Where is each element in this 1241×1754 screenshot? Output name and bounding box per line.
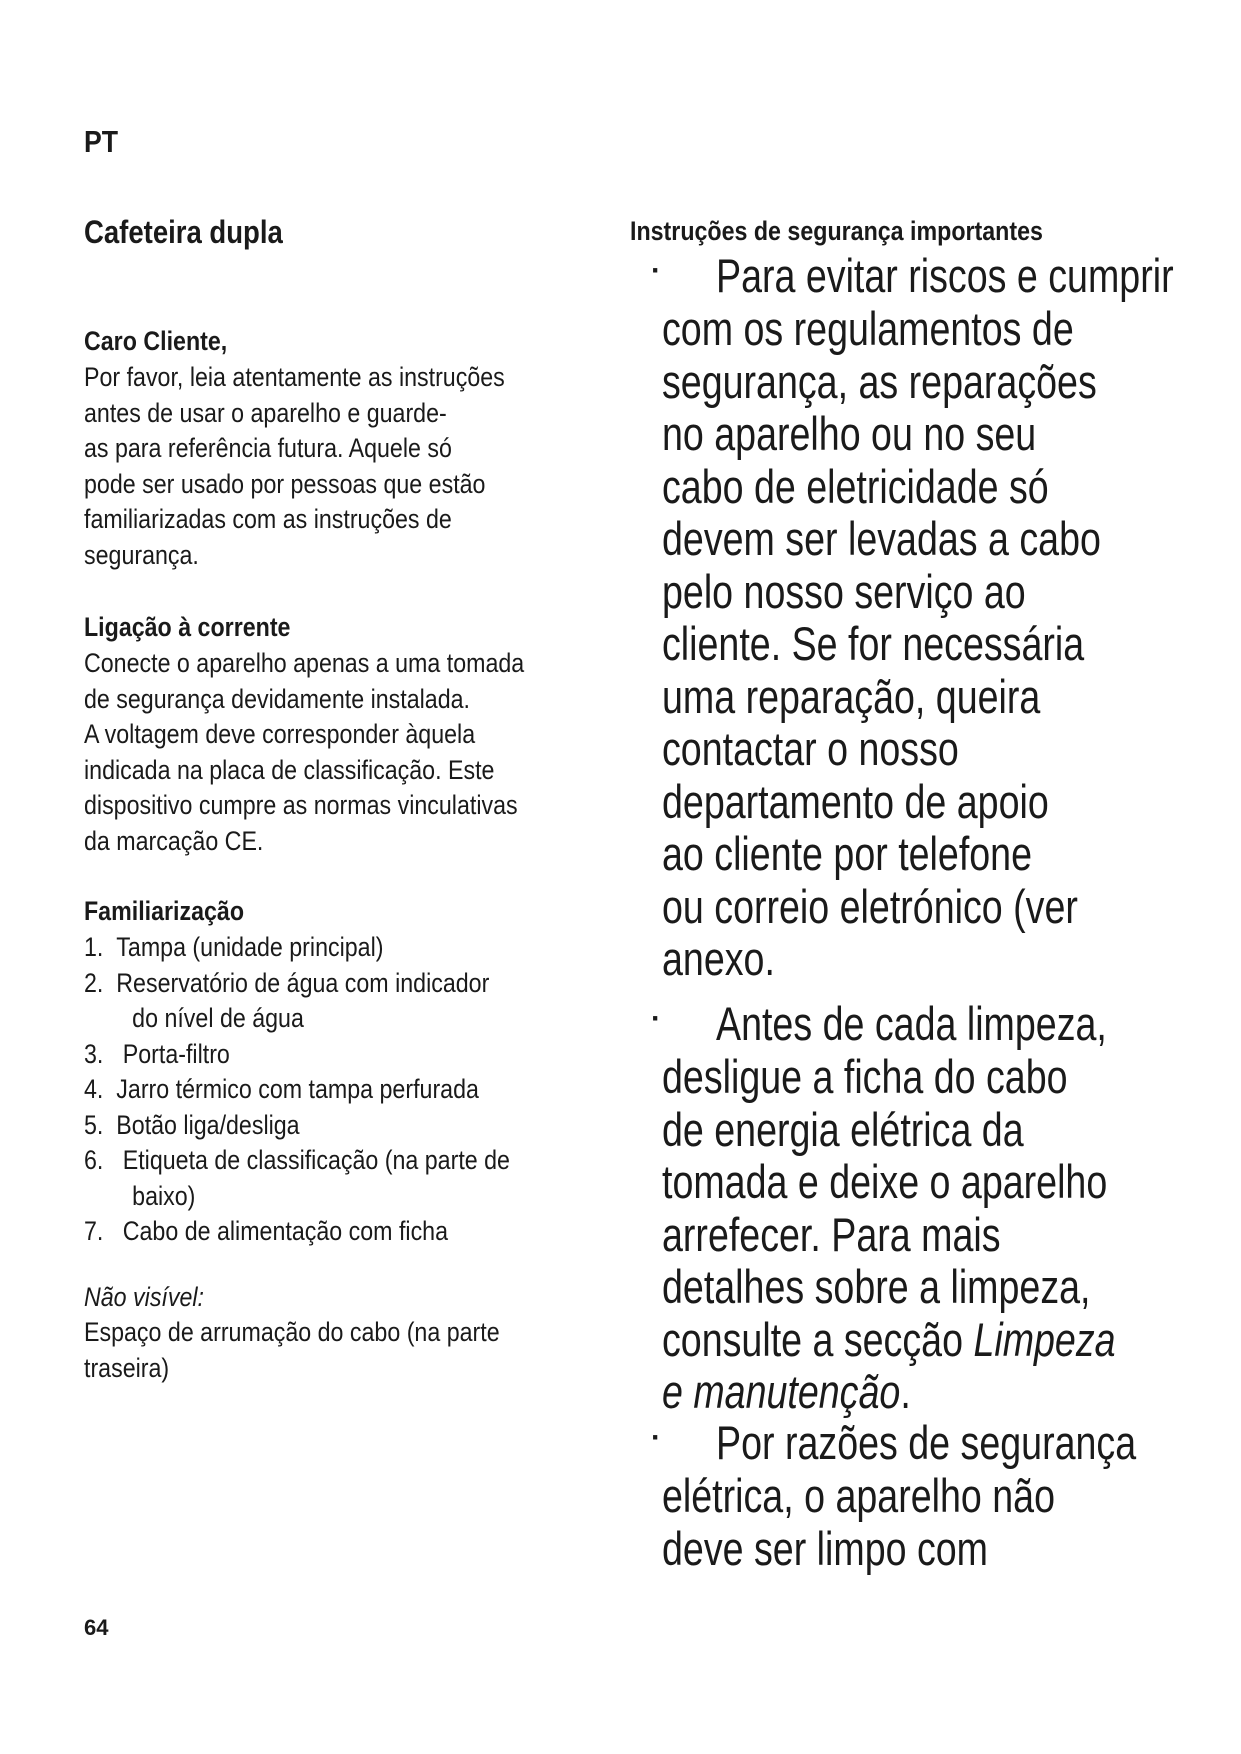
list-item: 1. Tampa (unidade principal) <box>84 932 384 962</box>
list-item: 3. Porta-filtro <box>84 1038 230 1069</box>
safety-bullet-2-body <box>662 1051 1229 1419</box>
safety-line: com os regulamentos de <box>662 302 1074 355</box>
section-reference: e manutenção <box>662 1365 901 1418</box>
safety-line: no aparelho ou no seu <box>662 407 1037 460</box>
power-line: Conecte o aparelho apenas a uma tomada <box>84 648 525 678</box>
bullet-marker: · <box>651 1421 661 1454</box>
bullet-marker: · <box>651 1002 661 1035</box>
safety-line: Para evitar riscos e cumprir <box>716 249 1174 302</box>
familiarization-heading: Familiarização <box>84 896 245 926</box>
not-visible-line: Espaço de arrumação do cabo (na parte <box>84 1317 500 1347</box>
power-line: dispositivo cumpre as normas vinculativas <box>84 790 518 820</box>
safety-line: e manutenção. <box>662 1365 911 1418</box>
intro-line: segurança. <box>84 539 199 570</box>
safety-line: Antes de cada limpeza, <box>716 997 1107 1050</box>
safety-line: ou correio eletrónico (ver <box>662 879 1078 933</box>
safety-line: uma reparação, queira <box>662 669 1041 723</box>
safety-heading: Instruções de segurança importantes <box>630 216 1043 246</box>
power-line: de segurança devidamente instalada. <box>84 683 470 714</box>
list-item: 6. Etiqueta de classificação (na parte de <box>84 1145 510 1175</box>
safety-line: consulte a secção Limpeza <box>662 1312 1116 1366</box>
power-line: A voltagem deve corresponder àquela <box>84 719 476 749</box>
safety-line: elétrica, o aparelho não <box>662 1469 1055 1522</box>
safety-line: anexo. <box>662 932 775 985</box>
safety-line: tomada e deixe o aparelho <box>662 1155 1108 1208</box>
intro-heading: Caro Cliente, <box>84 326 228 356</box>
not-visible-label: Não visível: <box>84 1282 205 1312</box>
power-heading: Ligação à corrente <box>84 612 291 642</box>
list-item-continuation: do nível de água <box>132 1003 304 1033</box>
safety-line: cliente. Se for necessária <box>662 617 1085 670</box>
section-reference: Limpeza <box>973 1312 1116 1366</box>
bullet-marker: · <box>651 254 661 287</box>
power-line: da marcação CE. <box>84 825 264 856</box>
intro-line: pode ser usado por pessoas que estão <box>84 468 486 499</box>
list-item: 4. Jarro térmico com tampa perfurada <box>84 1074 479 1104</box>
power-line: indicada na placa de classificação. Este <box>84 754 495 785</box>
safety-line: cabo de eletricidade só <box>662 459 1049 513</box>
safety-line: departamento de apoio <box>662 774 1049 828</box>
intro-line: antes de usar o aparelho e guarde- <box>84 397 447 428</box>
page-number: 64 <box>84 1615 109 1640</box>
safety-line: pelo nosso serviço ao <box>662 564 1026 618</box>
list-item: 2. Reservatório de água com indicador <box>84 967 490 998</box>
not-visible-line: traseira) <box>84 1352 170 1383</box>
safety-bullet-1-body <box>662 303 1211 986</box>
page-title: Cafeteira dupla <box>84 214 283 250</box>
intro-paragraph <box>84 360 505 573</box>
list-item: 7. Cabo de alimentação com ficha <box>84 1216 449 1246</box>
safety-line: contactar o nosso <box>662 722 959 775</box>
safety-line: ao cliente por telefone <box>662 827 1032 880</box>
safety-line: devem ser levadas a cabo <box>662 512 1101 565</box>
safety-line: desligue a ficha do cabo <box>662 1050 1068 1103</box>
parts-list <box>84 930 510 1250</box>
list-item: 5. Botão liga/desliga <box>84 1109 300 1140</box>
safety-line: detalhes sobre a limpeza, <box>662 1260 1091 1313</box>
safety-line: arrefecer. Para mais <box>662 1207 1001 1261</box>
safety-line: deve ser limpo com <box>662 1521 988 1575</box>
safety-line: Por razões de segurança <box>716 1416 1137 1469</box>
intro-line: as para referência futura. Aquele só <box>84 433 452 463</box>
language-code: PT <box>84 124 119 159</box>
not-visible-paragraph <box>84 1315 500 1386</box>
safety-line: de energia elétrica da <box>662 1102 1024 1156</box>
safety-line: segurança, as reparações <box>662 354 1097 408</box>
list-item-continuation: baixo) <box>132 1180 196 1211</box>
power-paragraph <box>84 646 524 859</box>
safety-bullet-3-body <box>662 1470 1153 1575</box>
intro-line: Por favor, leia atentamente as instruções <box>84 362 505 392</box>
intro-line: familiarizadas com as instruções de <box>84 504 452 534</box>
